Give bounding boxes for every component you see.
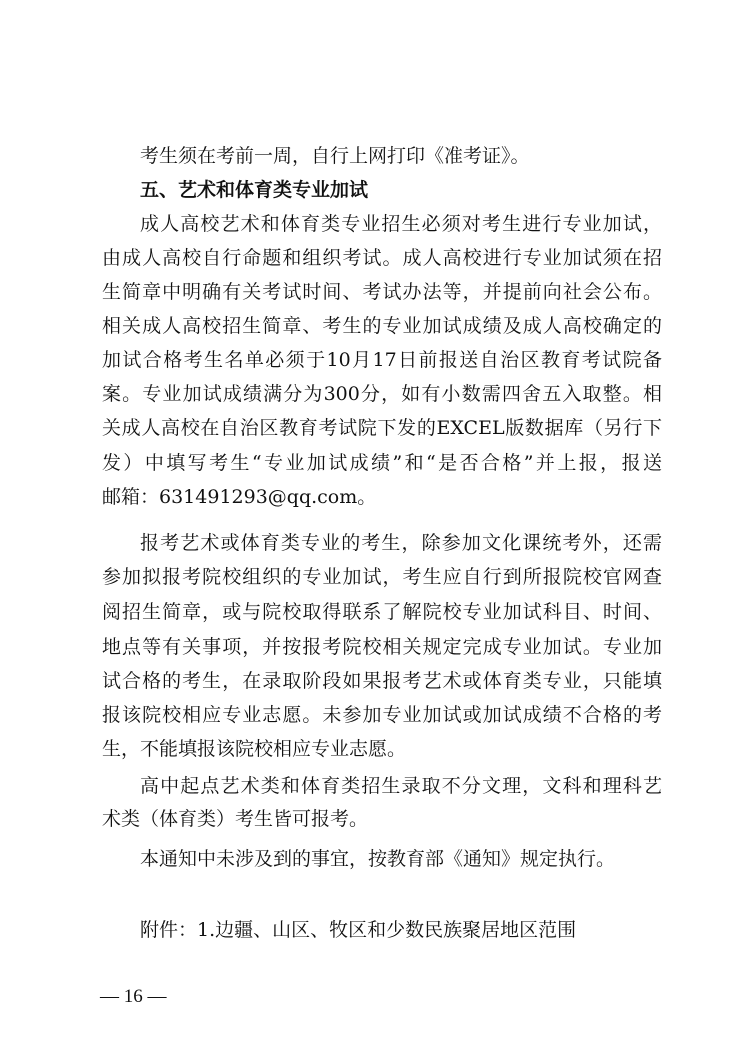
paragraph-line: 由成人高校自行命题和组织考试。成人高校进行专业加试须在招 bbox=[102, 247, 662, 269]
email-line: 邮箱：631491293@qq.com。 bbox=[102, 486, 377, 508]
paragraph-line: 地点等有关事项，并按报考院校相关规定完成专业加试。专业加 bbox=[102, 636, 662, 658]
page-number: — 16 — bbox=[100, 986, 167, 1007]
attachment-line: 附件：1.边疆、山区、牧区和少数民族聚居地区范围 bbox=[140, 919, 577, 941]
paragraph-line: 阅招生简章，或与院校取得联系了解院校专业加试科目、时间、 bbox=[102, 601, 662, 623]
paragraph-line: 生，不能填报该院校相应专业志愿。 bbox=[102, 738, 407, 760]
paragraph-line: 考生须在考前一周，自行上网打印《准考证》。 bbox=[140, 145, 530, 167]
paragraph-line: 报考艺术或体育类专业的考生，除参加文化课统考外，还需 bbox=[140, 532, 662, 554]
paragraph-line: 高中起点艺术类和体育类招生录取不分文理，文科和理科艺 bbox=[140, 775, 662, 797]
section-heading: 五、艺术和体育类专业加试 bbox=[140, 179, 369, 201]
paragraph-line: 本通知中未涉及到的事宜，按教育部《通知》规定执行。 bbox=[140, 848, 616, 870]
paragraph-line: 关成人高校在自治区教育考试院下发的EXCEL版数据库（另行下 bbox=[102, 417, 662, 439]
paragraph-line: 生简章中明确有关考试时间、考试办法等，并提前向社会公布。 bbox=[102, 281, 662, 303]
paragraph-line: 参加拟报考院校组织的专业加试，考生应自行到所报院校官网查 bbox=[102, 566, 662, 588]
paragraph-line: 术类（体育类）考生皆可报考。 bbox=[102, 808, 369, 830]
paragraph-line: 相关成人高校招生简章、考生的专业加试成绩及成人高校确定的 bbox=[102, 315, 662, 337]
paragraph-line: 加试合格考生名单必须于10月17日前报送自治区教育考试院备 bbox=[102, 349, 662, 371]
paragraph-line: 成人高校艺术和体育类专业招生必须对考生进行专业加试， bbox=[140, 213, 662, 235]
paragraph-line: 试合格的考生，在录取阶段如果报考艺术或体育类专业，只能填 bbox=[102, 670, 662, 692]
paragraph-line: 案。专业加试成绩满分为300分，如有小数需四舍五入取整。相 bbox=[102, 383, 662, 405]
paragraph-line: 报该院校相应专业志愿。未参加专业加试或加试成绩不合格的考 bbox=[102, 704, 662, 726]
paragraph-line: 发）中填写考生“专业加试成绩”和“是否合格”并上报，报送 bbox=[102, 452, 662, 474]
